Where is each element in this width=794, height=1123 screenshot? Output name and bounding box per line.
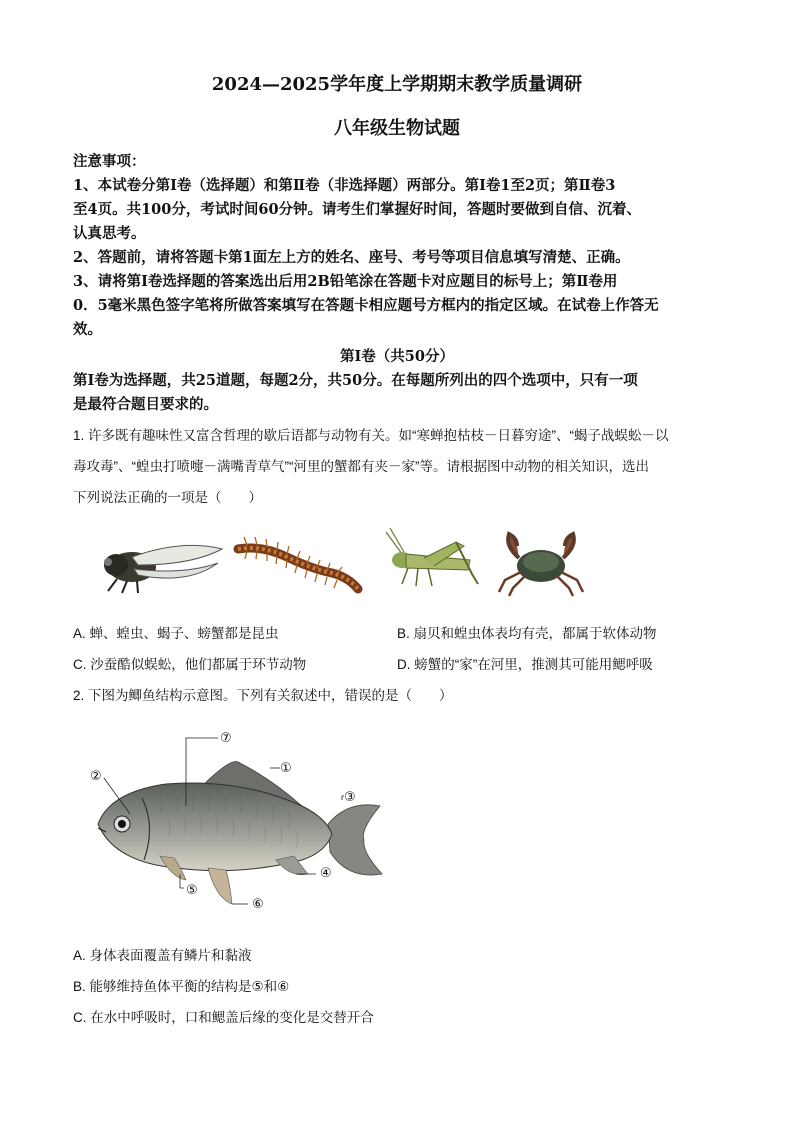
grasshopper-icon (372, 524, 482, 596)
crab-icon (495, 528, 587, 598)
centipede-icon (232, 535, 364, 595)
section-intro-line: 是最符合题目要求的。 (73, 396, 218, 413)
section-intro-line: 第Ⅰ卷为选择题，共25道题，每题2分，共50分。在每题所列出的四个选项中，只有一项 (73, 372, 638, 389)
option-c[interactable]: C. 在水中呼吸时，口和鳃盖后缘的变化是交替开合 (73, 1010, 374, 1025)
notice-line: 0．5毫米黑色签字笔将所做答案填写在答题卡相应题号方框内的指定区域。在试卷上作答无 (73, 297, 659, 314)
question-stem: 1. 许多既有趣味性又富含哲理的歇后语都与动物有关。如“寒蝉抱枯枝－日暮穷途”、“蝎子战蜈蚣－以 (73, 428, 669, 443)
section-heading: 第Ⅰ卷（共50分） (340, 348, 454, 365)
exam-title: 2024—2025学年度上学期期末教学质量调研 (211, 74, 583, 95)
notice-heading: 注意事项： (73, 153, 146, 170)
option-a[interactable]: A. 蝉、蝗虫、蝎子、螃蟹都是昆虫 (73, 626, 279, 641)
option-d[interactable]: D. 螃蟹的“家”在河里，推测其可能用鳃呼吸 (397, 657, 653, 672)
option-a[interactable]: A. 身体表面覆盖有鳞片和黏液 (73, 948, 252, 963)
figure-label-6: ⑥ (252, 896, 264, 911)
option-b[interactable]: B. 能够维持鱼体平衡的结构是⑤和⑥ (73, 979, 290, 994)
figure-label-2: ② (90, 768, 102, 783)
notice-line: 2、答题前，请将答题卡第1面左上方的姓名、座号、考号等项目信息填写清楚、正确。 (73, 249, 630, 266)
figure-label-7: ⑦ (220, 730, 232, 745)
notice-line: 至4页。共100分，考试时间60分钟。请考生们掌握好时间，答题时要做到自信、沉着、 (73, 201, 642, 218)
figure-label-1: ① (280, 760, 292, 775)
notice-line: 1、本试卷分第Ⅰ卷（选择题）和第Ⅱ卷（非选择题）两部分。第Ⅰ卷1至2页；第Ⅱ卷3 (73, 177, 616, 194)
figure-label-3: ③ (344, 789, 356, 804)
question-stem: 下列说法正确的一项是（ ） (73, 490, 262, 505)
figure-label-5: ⑤ (186, 882, 198, 897)
cicada-icon (92, 535, 224, 595)
notice-line: 认真思考。 (73, 225, 146, 242)
figure-label-4: ④ (320, 865, 332, 880)
notice-line: 3、请将第Ⅰ卷选择题的答案选出后用2B铅笔涂在答题卡对应题目的标号上；第Ⅱ卷用 (73, 273, 618, 290)
exam-subtitle: 八年级生物试题 (334, 118, 460, 139)
option-b[interactable]: B. 扇贝和蝗虫体表均有壳，都属于软体动物 (397, 626, 657, 641)
question-stem: 2. 下图为鲫鱼结构示意图。下列有关叙述中，错误的是（ ） (73, 688, 453, 703)
fish-structure-diagram (80, 728, 390, 918)
notice-line: 效。 (73, 321, 102, 338)
question-stem: 毒攻毒”、“蝗虫打喷嚏－满嘴青草气”“河里的蟹都有夹－家”等。请根据图中动物的相关知识，选出 (73, 459, 649, 474)
option-c[interactable]: C. 沙蚕酷似蜈蚣，他们都属于环节动物 (73, 657, 307, 672)
